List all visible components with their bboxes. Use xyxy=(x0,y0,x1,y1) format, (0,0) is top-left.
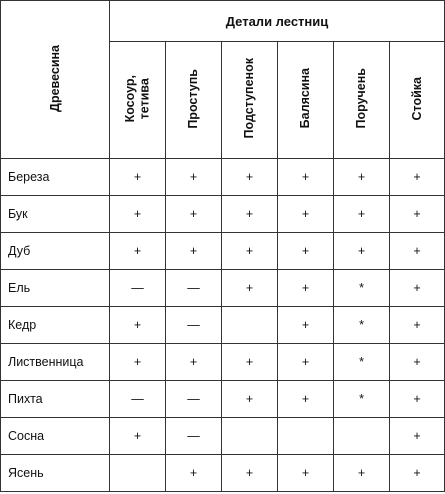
suitability-cell: — xyxy=(166,381,222,418)
suitability-cell: + xyxy=(278,196,334,233)
table-row xyxy=(1,159,445,196)
suitability-cell: + xyxy=(334,455,390,492)
suitability-cell: + xyxy=(222,344,278,381)
suitability-cell: + xyxy=(390,307,445,344)
suitability-cell: + xyxy=(166,159,222,196)
suitability-cell: * xyxy=(334,381,390,418)
wood-name-cell: Ель xyxy=(1,270,110,307)
column-header-label: Проступь xyxy=(186,68,201,129)
column-header-label: Стойка xyxy=(409,76,424,121)
suitability-cell: — xyxy=(166,270,222,307)
suitability-cell xyxy=(334,418,390,455)
suitability-cell: + xyxy=(278,381,334,418)
group-header: Детали лестниц xyxy=(110,1,445,42)
wood-name-cell: Кедр xyxy=(1,307,110,344)
wood-name-cell: Пихта xyxy=(1,381,110,418)
table-row xyxy=(1,233,445,270)
suitability-cell: + xyxy=(278,307,334,344)
suitability-cell: + xyxy=(390,381,445,418)
table-row xyxy=(1,418,445,455)
suitability-cell xyxy=(110,455,166,492)
suitability-cell: + xyxy=(278,159,334,196)
suitability-cell: + xyxy=(166,455,222,492)
suitability-cell: + xyxy=(390,159,445,196)
suitability-cell: + xyxy=(390,233,445,270)
suitability-cell xyxy=(222,307,278,344)
suitability-cell: + xyxy=(334,233,390,270)
suitability-cell: + xyxy=(222,159,278,196)
wood-name-cell: Бук xyxy=(1,196,110,233)
suitability-cell: + xyxy=(110,233,166,270)
suitability-cell: + xyxy=(278,344,334,381)
suitability-cell: + xyxy=(390,270,445,307)
suitability-cell: + xyxy=(166,344,222,381)
suitability-cell: * xyxy=(334,307,390,344)
column-header xyxy=(278,42,334,159)
column-header-label: Поручень xyxy=(354,68,369,129)
suitability-cell: + xyxy=(166,233,222,270)
suitability-cell: — xyxy=(110,381,166,418)
column-header-label: Подступенок xyxy=(242,58,257,139)
suitability-cell xyxy=(222,418,278,455)
suitability-cell: + xyxy=(390,196,445,233)
suitability-cell: + xyxy=(166,196,222,233)
table-row xyxy=(1,381,445,418)
suitability-cell: * xyxy=(334,270,390,307)
suitability-cell: + xyxy=(222,455,278,492)
wood-name-cell: Береза xyxy=(1,159,110,196)
column-header-label: Косоур, тетива xyxy=(123,74,152,123)
suitability-cell: + xyxy=(110,159,166,196)
table-row xyxy=(1,196,445,233)
suitability-cell: + xyxy=(222,196,278,233)
suitability-cell: + xyxy=(110,418,166,455)
suitability-cell: + xyxy=(278,233,334,270)
column-header xyxy=(390,42,445,159)
suitability-cell: + xyxy=(390,344,445,381)
suitability-cell: + xyxy=(390,455,445,492)
row-header-label: Древесина xyxy=(47,44,62,112)
suitability-cell: + xyxy=(110,344,166,381)
table-row xyxy=(1,270,445,307)
suitability-cell: + xyxy=(334,196,390,233)
table-row xyxy=(1,344,445,381)
wood-name-cell: Сосна xyxy=(1,418,110,455)
suitability-cell: — xyxy=(166,307,222,344)
suitability-cell: + xyxy=(222,233,278,270)
wood-name-cell: Лиственница xyxy=(1,344,110,381)
wood-name-cell: Ясень xyxy=(1,455,110,492)
row-header-cell xyxy=(1,1,110,159)
suitability-cell: + xyxy=(110,307,166,344)
wood-name-cell: Дуб xyxy=(1,233,110,270)
table-body xyxy=(1,159,445,492)
suitability-cell: + xyxy=(222,270,278,307)
column-header xyxy=(110,42,166,159)
column-header xyxy=(222,42,278,159)
suitability-cell: * xyxy=(334,344,390,381)
suitability-cell: + xyxy=(390,418,445,455)
column-header xyxy=(166,42,222,159)
suitability-cell: + xyxy=(278,270,334,307)
suitability-cell: + xyxy=(334,159,390,196)
suitability-cell: + xyxy=(110,196,166,233)
table-row xyxy=(1,455,445,492)
suitability-cell: + xyxy=(278,455,334,492)
suitability-cell: — xyxy=(110,270,166,307)
suitability-cell: — xyxy=(166,418,222,455)
suitability-cell xyxy=(278,418,334,455)
suitability-cell: + xyxy=(222,381,278,418)
table-row xyxy=(1,307,445,344)
column-header xyxy=(334,42,390,159)
column-header-label: Балясина xyxy=(298,68,313,129)
